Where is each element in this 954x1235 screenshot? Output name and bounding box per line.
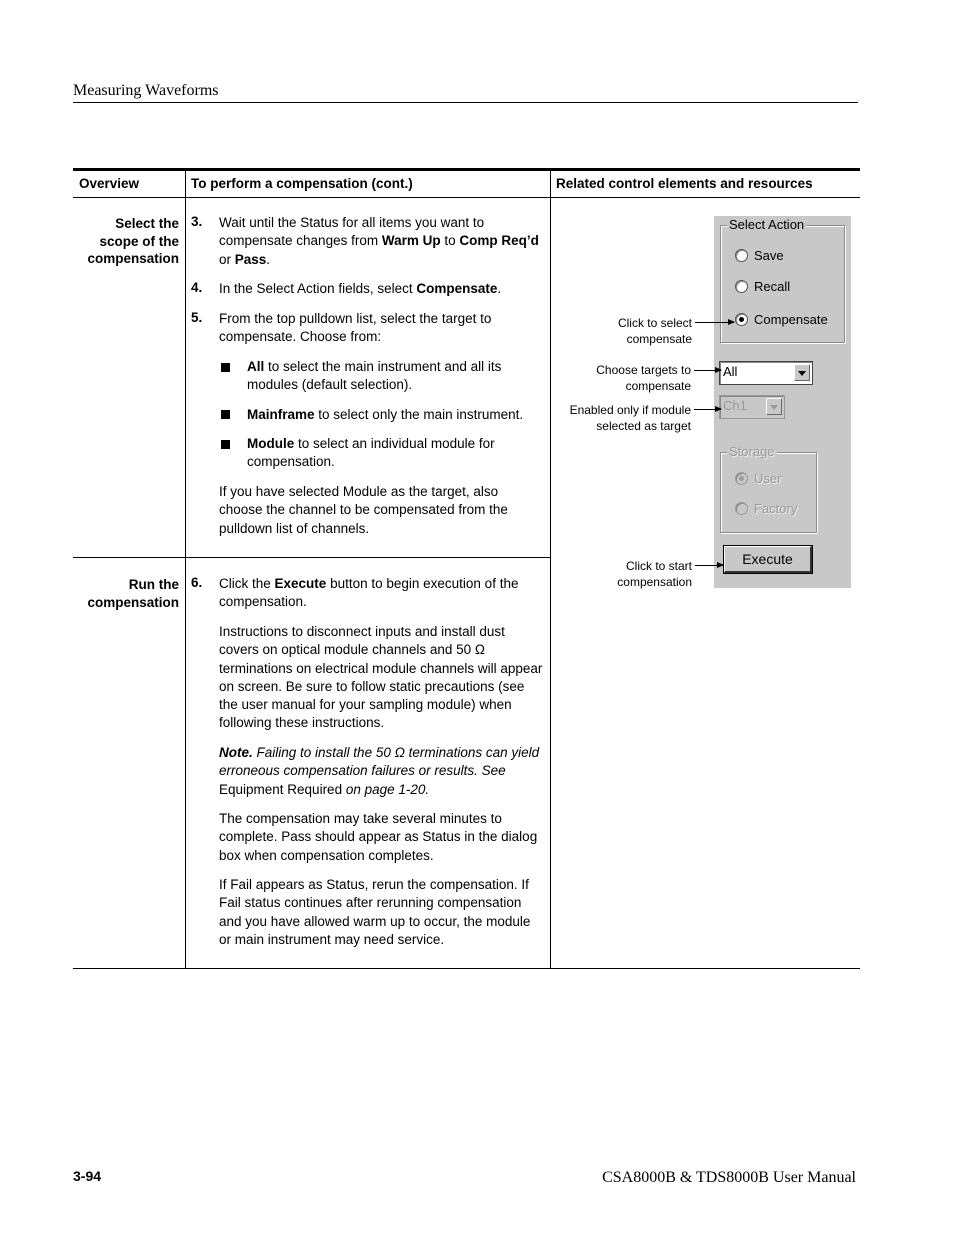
- callout-line: compensate: [625, 379, 691, 393]
- bullet-text: Module to select an individual module for compensation.: [247, 436, 495, 470]
- paragraph: If you have selected Module as the target, also choose the channel to be compensated from the pulldown list of channels.: [219, 484, 508, 536]
- step-text: In the Select Action fields, select Compensate.: [219, 281, 502, 296]
- storage-label: Storage: [729, 444, 775, 459]
- paragraph: Instructions to disconnect inputs and install dust covers on optical module channels and 50 Ω terminations on electrical module channels will appear on screen. Be sure to follow static precautions (see the user manual for your sampling module) when following these instructions.: [219, 624, 543, 731]
- callout-line: Enabled only if module: [569, 403, 691, 417]
- page-number: 3-94: [73, 1168, 102, 1184]
- user-radio-label[interactable]: User: [754, 471, 782, 486]
- running-header: Measuring Waveforms: [73, 82, 219, 99]
- step-number: 5.: [191, 310, 203, 325]
- table-top-rule: [73, 168, 860, 171]
- target-select-value: All: [723, 364, 738, 379]
- callout-line: Click to select: [617, 316, 692, 330]
- callout-channel: [541, 402, 691, 434]
- bullet-marker: [221, 363, 230, 372]
- callout-line: compensate: [626, 332, 692, 346]
- recall-radio-label[interactable]: Recall: [754, 279, 791, 294]
- step-number: 4.: [191, 280, 203, 295]
- column-header-related: Related control elements and resources: [556, 176, 813, 191]
- select-action-label: Select Action: [729, 217, 805, 232]
- row-label-line: scope of the: [99, 233, 179, 249]
- callout-arrow: [695, 322, 734, 323]
- save-radio-label[interactable]: Save: [754, 248, 784, 263]
- callout-line: compensation: [617, 575, 692, 589]
- footer-manual-title: CSA8000B & TDS8000B User Manual: [602, 1169, 856, 1186]
- callout-arrow: [694, 409, 721, 410]
- compensate-radio-label[interactable]: Compensate: [754, 312, 828, 327]
- row-label-line: Select the: [115, 216, 179, 231]
- step-number: 6.: [191, 575, 203, 590]
- recall-radio[interactable]: [735, 280, 748, 293]
- paragraph: The compensation may take several minutes to complete. Pass should appear as Status in the dialog box when compensation completes.: [219, 811, 538, 863]
- storage-group: [720, 452, 817, 533]
- bullet-marker: [221, 410, 230, 419]
- table-header-rule: [73, 197, 860, 198]
- callout-arrow: [694, 370, 721, 371]
- chevron-down-icon[interactable]: [766, 398, 782, 415]
- row-label-line: compensation: [87, 251, 179, 266]
- callout-line: selected as target: [596, 419, 691, 433]
- header-rule: [73, 102, 858, 103]
- callout-targets: [541, 362, 691, 394]
- row-divider: [73, 557, 550, 558]
- bullet-text: All to select the main instrument and all its modules (default selection).: [247, 359, 502, 393]
- save-radio[interactable]: [735, 249, 748, 262]
- factory-radio[interactable]: [735, 502, 748, 515]
- step-number: 3.: [191, 214, 203, 229]
- factory-radio-label[interactable]: Factory: [754, 501, 798, 516]
- callout-line: Choose targets to: [596, 363, 691, 377]
- paragraph: If Fail appears as Status, rerun the compensation. If Fail status continues after rerunning compensation and you have allowed warm up to occur, the module or main instrument may need service.: [219, 877, 531, 947]
- callout-line: Click to start: [625, 559, 692, 573]
- row-label-run-compensation: [87, 576, 179, 611]
- note-paragraph: Note. Failing to install the 50 Ω terminations can yield erroneous compensation failures or results. See Equipment Required on page 1-20.: [219, 745, 540, 797]
- step-text: Click the Execute button to begin execution of the compensation.: [219, 576, 519, 610]
- callout-arrow: [695, 565, 723, 566]
- bullet-marker: [221, 440, 230, 449]
- user-radio[interactable]: [735, 472, 748, 485]
- channel-select[interactable]: [719, 395, 785, 419]
- target-select[interactable]: [719, 361, 813, 385]
- compensation-dialog-panel: [714, 216, 851, 588]
- column-header-overview: Overview: [79, 176, 140, 191]
- step-text: Wait until the Status for all items you want to compensate changes from Warm Up to Comp Req’d or Pass.: [219, 215, 539, 267]
- execute-button[interactable]: Execute: [724, 546, 812, 573]
- bullet-text: Mainframe to select only the main instrument.: [247, 407, 524, 422]
- step-text: From the top pulldown list, select the target to compensate. Choose from:: [219, 311, 492, 345]
- column-divider: [185, 168, 186, 969]
- row-label-select-scope: [87, 215, 179, 268]
- row-label-line: Run the: [128, 577, 179, 592]
- row-label-line: compensation: [87, 594, 179, 610]
- channel-select-value: Ch1: [723, 398, 747, 413]
- callout-execute: [542, 558, 692, 590]
- compensate-radio[interactable]: [735, 313, 748, 326]
- table-bottom-rule: [73, 968, 860, 969]
- chevron-down-icon[interactable]: [794, 364, 810, 381]
- column-header-procedure: To perform a compensation (cont.): [191, 176, 413, 191]
- callout-compensate: [542, 315, 692, 347]
